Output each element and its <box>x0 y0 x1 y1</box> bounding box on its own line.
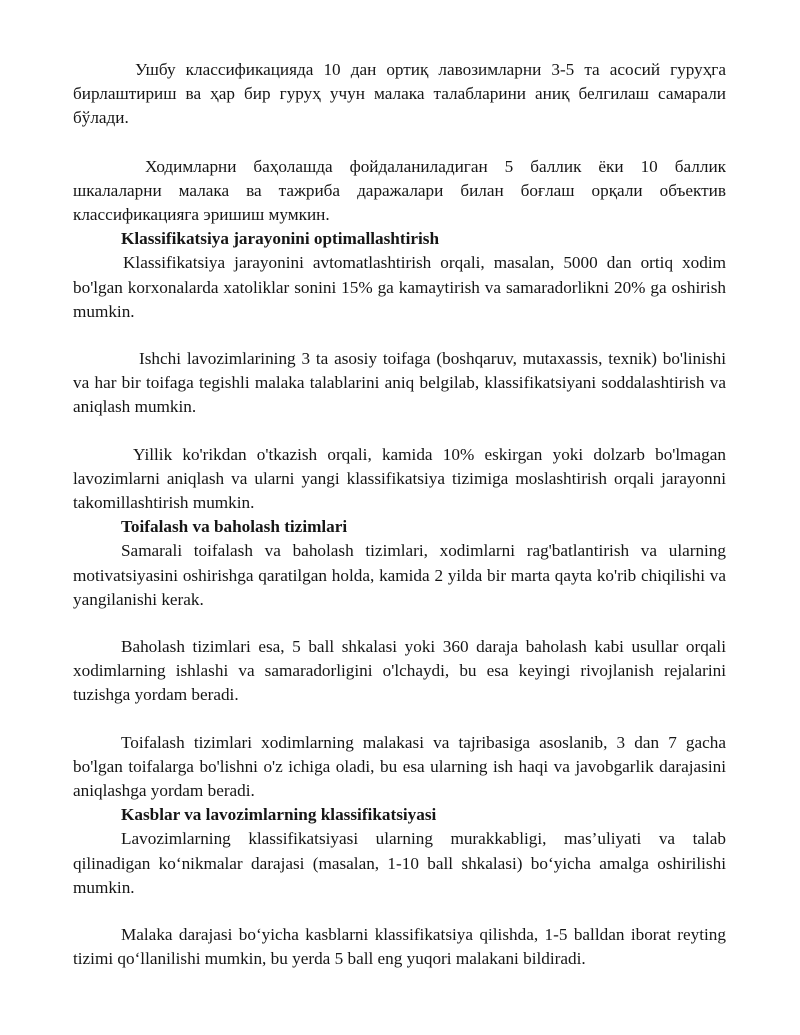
paragraph-2: Ходимларни баҳолашда фойдаланиладиган 5 баллик ёки 10 баллик шкалаларни малака ва тажриба даражалари билан боғлаш орқали объектив классификацияга эришиш мумкин. <box>73 156 726 225</box>
paragraph-10: Malaka darajasi boʻyicha kasblarni klassifikatsiya qilishda, 1-5 balldan iborat reyting tizimi qoʻllanilishi mumkin, bu yerda 5 ball eng yuqori malakani bildiradi. <box>73 925 726 969</box>
paragraph-3: Klassifikatsiya jarayonini avtomatlashtirish orqali, masalan, 5000 dan ortiq xodim bo'lgan korxonalarda xatoliklar sonini 15% ga kamaytirish va samaradorlikni 20% ga oshirish mumkin. <box>73 253 726 321</box>
paragraph-8: Toifalash tizimlari xodimlarning malakasi va tajribasiga asoslanib, 3 dan 7 gacha bo'lgan toifalarga bo'lishni o'z ichiga oladi, bu esa ularning ish haqi va javobgarlik darajasini aniqlashga yordam beradi. <box>73 732 726 801</box>
paragraph-9: Lavozimlarning klassifikatsiyasi ularning murakkabligi, mas’uliyati va talab qilinadigan koʻnikmalar darajasi (masalan, 1-10 ball shkalasi) boʻyicha amalga oshirilishi mumkin. <box>73 829 726 897</box>
paragraph-1: Ушбу классификацияда 10 дан ортиқ лавозимларни 3-5 та асосий гуруҳга бирлаштириш ва ҳар бир гуруҳ учун малака талабларини аниқ белгилаш самарали бўлади. <box>73 60 726 128</box>
section-heading-professions: Kasblar va lavozimlarning klassifikatsiyasi <box>121 805 437 825</box>
paragraph-4: Ishchi lavozimlarining 3 ta asosiy toifaga (boshqaruv, mutaxassis, texnik) bo'linishi va har bir toifaga tegishli malaka talablarini aniq belgilab, klassifikatsiyani soddalashtirish va aniqlash mumkin. <box>73 349 726 417</box>
paragraph-6: Samarali toifalash va baholash tizimlari, xodimlarni rag'batlantirish va ularning motivatsiyasini oshirishga qaratilgan holda, kamida 2 yilda bir marta qayta ko'rib chiqilishi va yangilanishi kerak. <box>73 541 726 609</box>
paragraph-5: Yillik ko'rikdan o'tkazish orqali, kamida 10% eskirgan yoki dolzarb bo'lmagan lavozimlarni aniqlash va ularni yangi klassifikatsiya tizimiga moslashtirish orqali jarayonni takomillashtirish mumkin. <box>73 444 726 513</box>
document-page <box>73 58 726 972</box>
section-heading-optimization: Klassifikatsiya jarayonini optimallashtirish <box>121 229 440 249</box>
section-heading-categorization: Toifalash va baholash tizimlari <box>121 517 348 537</box>
paragraph-7: Baholash tizimlari esa, 5 ball shkalasi yoki 360 daraja baholash kabi usullar orqali xodimlarning ishlashi va samaradorligini o'lchaydi, bu esa keyingi rivojlanish rejalarini tuzishga yordam beradi. <box>73 637 726 705</box>
